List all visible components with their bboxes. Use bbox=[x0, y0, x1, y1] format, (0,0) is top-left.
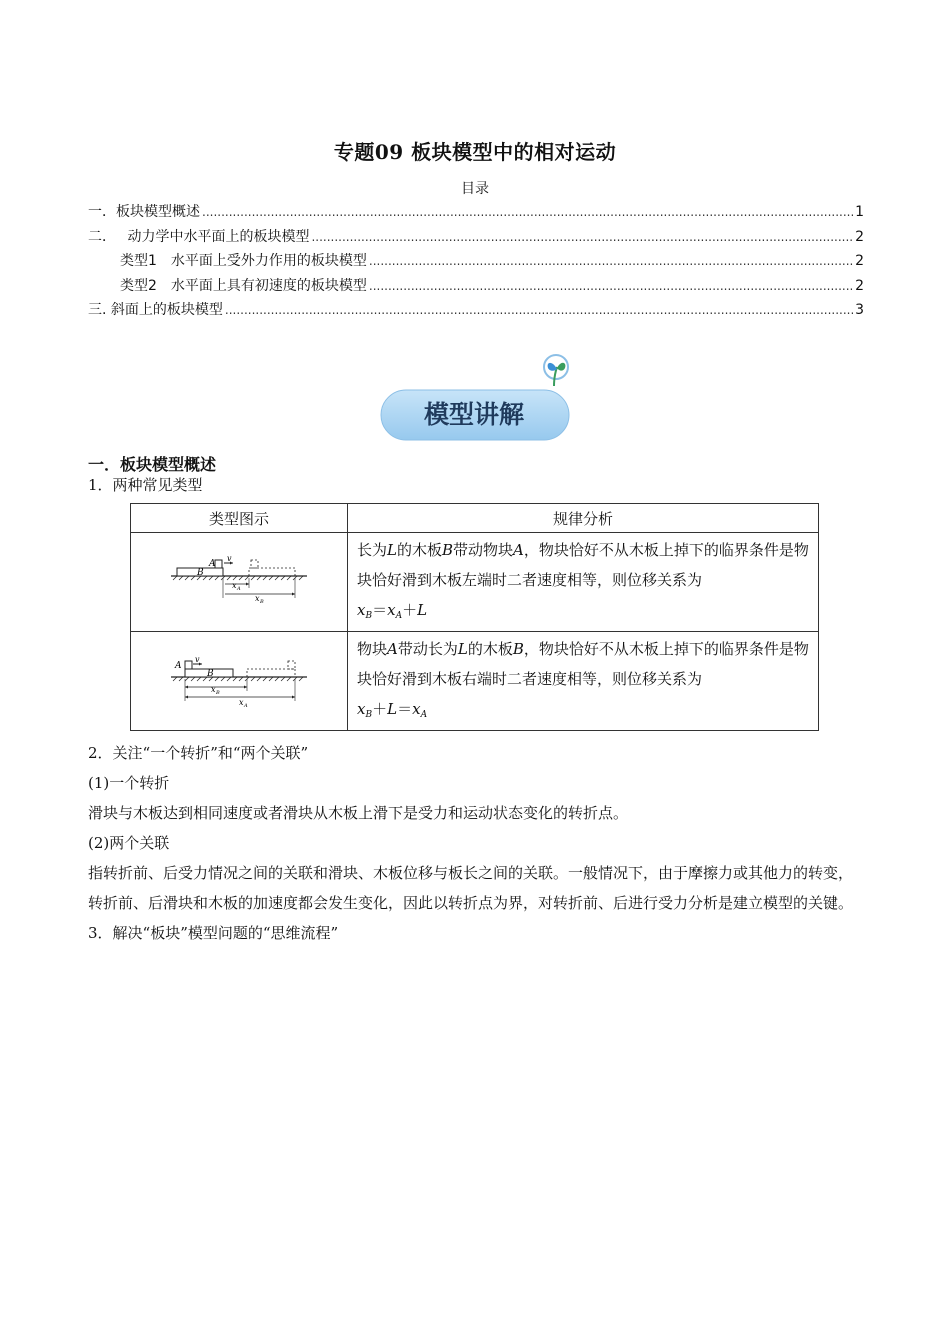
toc-leader-dots bbox=[369, 279, 853, 293]
toc-entry-page: 1 bbox=[855, 204, 864, 220]
toc-heading: 目录 bbox=[461, 181, 489, 197]
toc-entry-label: 二． 动力学中水平面上的板块模型 bbox=[88, 228, 310, 245]
toc-entry-page: 3 bbox=[855, 302, 864, 318]
toc-entry[interactable] bbox=[88, 201, 864, 226]
toc-entry-page: 2 bbox=[855, 277, 864, 294]
list-item: 3．解决“板块”模型问题的“思维流程” bbox=[88, 924, 339, 942]
fig-label-xa-sub: A bbox=[237, 586, 241, 592]
banner-text: 模型讲解 bbox=[423, 400, 525, 429]
toc-entry-label: 一．板块模型概述 bbox=[88, 204, 200, 220]
toc-entry-page: 2 bbox=[855, 253, 864, 269]
table-cell bbox=[131, 533, 348, 632]
equation: $x_B=x_A+L$ bbox=[357, 601, 428, 621]
fig-label-xa: x bbox=[232, 581, 237, 590]
table-cell: 长为L的木板B带动物块A，物块恰好不从木板上掉下的临界条件是物块恰好滑到木板左端时二者速度相等，则位移关系为 $x_B=x_A+L$ bbox=[348, 533, 819, 632]
fig-label-xb: x bbox=[255, 594, 260, 603]
toc-leader-dots bbox=[369, 254, 853, 268]
fig-label-xa-sub: A bbox=[244, 703, 248, 709]
table-header: 类型图示 bbox=[131, 504, 348, 533]
board-block-diagram-1 bbox=[169, 554, 309, 606]
fig-label-v: v bbox=[227, 554, 232, 563]
fig-label-xb: x bbox=[211, 685, 216, 694]
equation: $x_B+L=x_A$ bbox=[357, 700, 428, 720]
sprout-icon bbox=[544, 355, 568, 386]
table-row bbox=[131, 632, 819, 731]
fig-label-xa: x bbox=[239, 698, 244, 707]
fig-label-a: A bbox=[175, 661, 182, 671]
fig-label-b: B bbox=[207, 669, 214, 679]
toc-entry-label: 类型2 水平面上具有初速度的板块模型 bbox=[120, 277, 367, 294]
toc-entry[interactable] bbox=[88, 226, 864, 251]
fig-label-a: A bbox=[209, 559, 216, 569]
toc-entry[interactable] bbox=[88, 275, 864, 300]
document-title: 专题09 板块模型中的相对运动 bbox=[333, 140, 617, 164]
toc-leader-dots bbox=[311, 230, 853, 244]
section-heading: 一．板块模型概述 bbox=[88, 455, 217, 474]
table-header: 规律分析 bbox=[348, 504, 819, 533]
model-types-table bbox=[130, 503, 819, 731]
table-of-contents bbox=[88, 201, 864, 324]
toc-leader-dots bbox=[225, 303, 853, 317]
table-cell: 物块A带动长为L的木板B，物块恰好不从木板上掉下的临界条件是物块恰好滑到木板右端时二者速度相等，则位移关系为 $x_B+L=x_A$ bbox=[348, 632, 819, 731]
table-row bbox=[131, 533, 819, 632]
fig-label-xb-sub: B bbox=[216, 690, 220, 696]
board-block-diagram-2 bbox=[169, 649, 309, 709]
sub-heading: (1)一个转折 bbox=[88, 774, 170, 792]
toc-entry-label: 类型1 水平面上受外力作用的板块模型 bbox=[120, 253, 367, 269]
toc-entry[interactable] bbox=[88, 250, 864, 275]
toc-entry-page: 2 bbox=[855, 228, 864, 245]
fig-label-xb-sub: B bbox=[260, 599, 264, 605]
toc-entry-label: 三. 斜面上的板块模型 bbox=[88, 302, 223, 318]
model-explanation-banner bbox=[378, 352, 574, 444]
table-cell bbox=[131, 632, 348, 731]
list-item: 2．关注“一个转折”和“两个关联” bbox=[88, 744, 309, 762]
paragraph: 指转折前、后受力情况之间的关联和滑块、木板位移与板长之间的关联。一般情况下，由于摩擦力或其他力的转变，转折前、后滑块和木板的加速度都会发生变化，因此以转折点为界，对转折前、后进行受力分析是建立模型的关键。 bbox=[88, 864, 854, 912]
toc-entry[interactable] bbox=[88, 299, 864, 324]
toc-leader-dots bbox=[202, 205, 853, 219]
body-text bbox=[88, 738, 864, 948]
fig-label-b: B bbox=[197, 568, 204, 578]
paragraph: 滑块与木板达到相同速度或者滑块从木板上滑下是受力和运动状态变化的转折点。 bbox=[88, 804, 629, 822]
list-item: 1．两种常见类型 bbox=[88, 476, 203, 494]
sub-heading: (2)两个关联 bbox=[88, 834, 170, 852]
fig-label-v: v bbox=[195, 655, 200, 664]
